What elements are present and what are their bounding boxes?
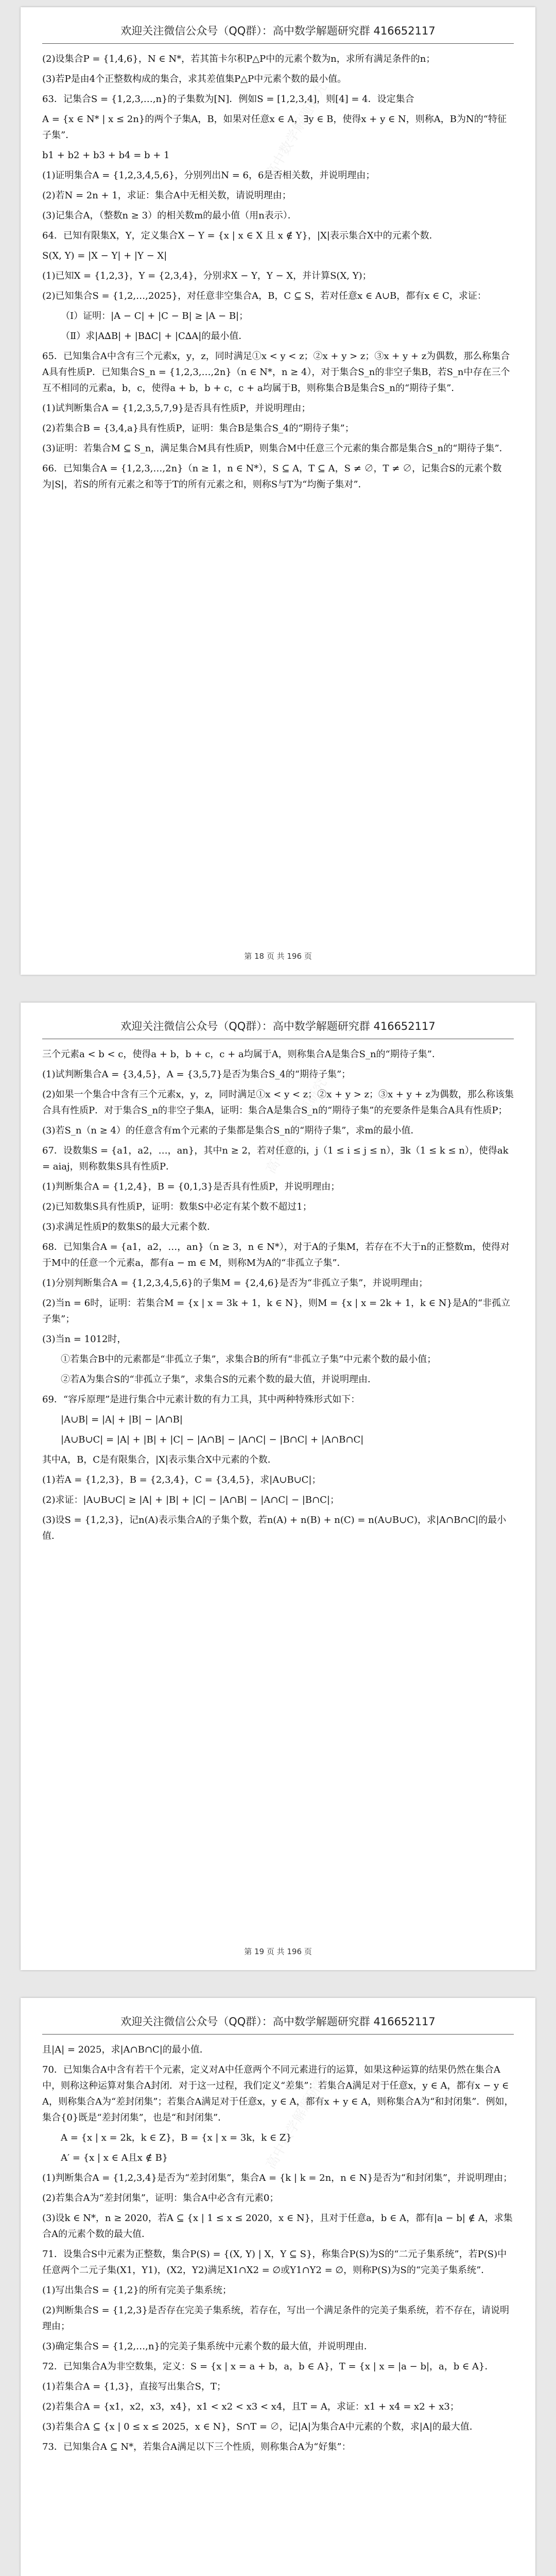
text-line: |A∪B| = |A| + |B| − |A∩B| <box>61 1414 183 1425</box>
text-line: 67．设数集S = {a1，a2，…，an}，其中n ≥ 2，若对任意的i，j（1 ≤ i ≤ j ≤ n），∃k（1 ≤ k ≤ n），使得ak = aiaj，则称数集S具有性质P． <box>42 1145 509 1172</box>
page-content <box>42 2042 514 2455</box>
text-line: (2)若集合A = {x1，x2，x3，x4}，x1 < x2 < x3 < x4，且T = A，求证：x1 + x4 = x2 + x3； <box>42 2401 459 2412</box>
text-line: （Ⅱ）求|A∆B| + |B∆C| + |C∆A|的最小值． <box>61 331 248 342</box>
text-line: (1)试判断集合A = {1,2,3,5,7,9}是否具有性质P，并说明理由； <box>42 403 311 414</box>
text-line: 73．已知集合A ⊆ N*，若集合A满足以下三个性质，则称集合A为“好集”： <box>42 2442 351 2452</box>
text-line: (3)设S = {1,2,3}，记n(A)表示集合A的子集个数，若n(A) + n(B) + n(C) = n(A∪B∪C)，求|A∩B∩C|的最小值． <box>42 1515 507 1541</box>
text-line: (3)确定集合S = {1,2,…,n}的完美子集系统中元素个数的最大值，并说明理由． <box>42 2341 373 2352</box>
text-line: (1)证明集合A = {1,2,3,4,5,6}，分别列出N = 6，6是否相关数，并说明理由； <box>42 170 375 181</box>
page-footer: 第 19 页 共 196 页 <box>244 1947 312 1956</box>
text-line: (1)分别判断集合A = {1,2,3,4,5,6}的子集M = {2,4,6}是否为“非孤立子集”，并说明理由； <box>42 1278 428 1289</box>
page-header: 欢迎关注微信公众号（QQ群）：高中数学解题研究群 416652117 <box>42 1018 514 1039</box>
text-line: (2)已知数集S具有性质P，证明：数集S中必定有某个数不超过1； <box>42 1201 312 1212</box>
text-line: (2)若集合A为“差封闭集”，证明：集合A中必含有元素0； <box>42 2193 279 2204</box>
page-footer: 第 18 页 共 196 页 <box>244 952 312 961</box>
text-line: (2)若集合B = {3,4,a}具有性质P，证明：集合B是集合S_4的“期待子集”； <box>42 423 354 434</box>
text-line: (2)设集合P = {1,4,6}，N ∈ N*，若其笛卡尔积P△P中的元素个数为n，求所有满足条件的n； <box>42 54 436 64</box>
text-line: 69．“容斥原理”是进行集合中元素计数的有力工具，其中两种特殊形式如下： <box>42 1394 360 1405</box>
text-line: 66．已知集合A = {1,2,3,…,2n}（n ≥ 1，n ∈ N*），S ⊆ A，T ⊆ A，S ≠ ∅，T ≠ ∅，记集合S的元素个数为|S|，若S的所有元素之和等于T的所有元素之和，则称S与T为“均衡子集对”． <box>42 463 502 490</box>
text-line: (3)若S_n（n ≥ 4）的任意含有m个元素的子集都是集合S_n的“期待子集”，求m的最小值． <box>42 1125 420 1136</box>
text-line: 72．已知集合A为非空数集，定义：S = {x | x = a + b，a，b ∈ A}，T = {x | x = |a − b|，a，b ∈ A}． <box>42 2361 494 2372</box>
text-line: ①若集合B中的元素都是“非孤立子集”，求集合B的所有“非孤立子集”中元素个数的最小值； <box>61 1354 437 1365</box>
text-line: 71．设集合S中元素为正整数，集合P(S) = {(X, Y) | X，Y ⊆ S}，称集合P(S)为S的“二元子集系统”，若P(S)中任意两个二元子集(X1，Y1)，(X2，Y2)满足X1∩X2 = ∅或Y1∩Y2 = ∅，则称P(S)为S的“完美子集系统”． <box>42 2249 507 2276</box>
text-line: A = {x ∈ N* | x ≤ 2n}的两个子集A，B，如果对任意x ∈ A，∃y ∈ B，使得x + y ∈ N，则称A，B为N的“特征子集”． <box>42 114 507 141</box>
text-line: (3)记集合A，（整数n ≥ 3）的相关数m的最小值（用n表示）． <box>42 210 297 221</box>
text-line: (3)若P是由4个正整数构成的集合，求其差值集P△P中元素个数的最小值。 <box>42 74 347 84</box>
text-line: 65．已知集合A中含有三个元素x，y，z，同时满足①x < y < z；②x + y > z；③x + y + z为偶数，那么称集合A具有性质P．已知集合S_n = {1,2,3,…,2n}（n ∈ N*，n ≥ 4），对于集合S_n的非空子集B，若S_n中存在三个互不相同的元素a，b，c，使得a + b，b + c，c + a均属于B，则称集合B是集合S_n的“期待子集”． <box>42 351 510 394</box>
document-page-20 <box>21 1998 535 2576</box>
text-line: (3)设k ∈ N*，n ≥ 2020，若A ⊆ {x | 1 ≤ x ≤ 2020，x ∈ N}，且对于任意a，b ∈ A，都有|a − b| ∉ A，求集合A的元素个数的最大值． <box>42 2213 513 2240</box>
text-line: (2)当n = 6时，证明：若集合M = {x | x = 3k + 1，k ∈ N}，则M = {x | x = 2k + 1，k ∈ N}是A的“非孤立子集”； <box>42 1298 511 1325</box>
text-line: (3)求满足性质P的数集S的最大元素个数． <box>42 1222 216 1232</box>
text-line: (2)求证：|A∪B∪C| ≥ |A| + |B| + |C| − |A∩B| − |A∩C| − |B∩C|； <box>42 1495 339 1505</box>
text-line: 68．已知集合A = {a1，a2，…，an}（n ≥ 3，n ∈ N*），对于A的子集M，若存在不大于n的正整数m，使得对于M中的任意一个元素a，都有a − m ∈ M，则称M为A的“非孤立子集”． <box>42 1242 510 1268</box>
text-line: (3)证明：若集合M ⊆ S_n，满足集合M具有性质P，则集合M中任意三个元素的集合都是集合S_n的“期待子集”． <box>42 443 509 454</box>
text-line: (1)已知X = {1,2,3}，Y = {2,3,4}，分别求X − Y，Y − X，并计算S(X, Y)； <box>42 270 372 281</box>
text-line: (1)若集合A = {1,3}，直接写出集合S，T； <box>42 2381 226 2392</box>
text-line: A = {x | x = 2k，k ∈ Z}，B = {x | x = 3k，k ∈ Z} <box>61 2132 292 2143</box>
watermark: 高中数学解题研究 <box>263 2071 331 2172</box>
page-content <box>42 51 514 493</box>
page-header: 欢迎关注微信公众号（QQ群）：高中数学解题研究群 416652117 <box>42 2013 514 2035</box>
text-line: (2)如果一个集合中含有三个元素x，y，z，同时满足①x < y < z；②x + y > z；③x + y + z为偶数，那么称该集合具有性质P．对于集合S_n的非空子集A，证明：集合A是集合S_n的“期待子集”的充要条件是集合A具有性质P； <box>42 1089 514 1116</box>
text-line: 其中A，B，C是有限集合，|X|表示集合X中元素的个数． <box>42 1454 277 1465</box>
document-page-19 <box>21 1003 535 1970</box>
page-content <box>42 1046 514 1544</box>
page-header: 欢迎关注微信公众号（QQ群）：高中数学解题研究群 416652117 <box>42 23 514 44</box>
text-line: (2)判断集合S = {1,2,3}是否存在完美子集系统，若存在，写出一个满足条件的完美子集系统，若不存在，请说明理由； <box>42 2305 510 2332</box>
text-line: 三个元素a < b < c，使得a + b，b + c，c + a均属于A，则称集合A是集合S_n的“期待子集”． <box>42 1049 441 1060</box>
text-line: （Ⅰ）证明：|A − C| + |C − B| ≥ |A − B|； <box>61 311 249 321</box>
text-line: 63．记集合S = {1,2,3,…,n}的子集数为[N]．例如S = [1,2,3,4]，则[4] = 4．设定集合 <box>42 94 414 105</box>
text-line: ②若A为集合S的“非孤立子集”，求集合S的元素个数的最大值，并说明理由． <box>61 1374 377 1385</box>
document-page-18 <box>21 7 535 975</box>
text-line: A′ = {x | x ∈ A且x ∉ B} <box>61 2153 168 2163</box>
text-line: 70．已知集合A中含有若干个元素，定义对A中任意两个不同元素进行的运算，如果这种运算的结果仍然在集合A中，则称这种运算对集合A封闭．对于这一过程，我们定义“差集”：若集合A满足对于任意x，y ∈ A，都有x − y ∈ A，则称集合A为“差封闭集”；若集合A满足对于任意x，y ∈ A，都有x + y ∈ A，则称集合A为“和封闭集”．例如，集合{0}既是“差封闭集”，也是“和封闭集”． <box>42 2064 514 2123</box>
text-line: (1)试判断集合A = {3,4,5}，A = {3,5,7}是否为集合S_4的“期待子集”； <box>42 1069 351 1080</box>
text-line: 64．已知有限集X，Y，定义集合X − Y = {x | x ∈ X 且 x ∉ Y}，|X|表示集合X中的元素个数． <box>42 230 439 241</box>
text-line: (1)判断集合A = {1,2,4}，B = {0,1,3}是否具有性质P，并说明理由； <box>42 1181 340 1192</box>
text-line: |A∪B∪C| = |A| + |B| + |C| − |A∩B| − |A∩C| − |B∩C| + |A∩B∩C| <box>61 1434 364 1445</box>
text-line: (3)若集合A ⊆ {x | 0 ≤ x ≤ 2025，x ∈ N}，S∩T = ∅，记|A|为集合A中元素的个数，求|A|的最大值． <box>42 2421 479 2432</box>
text-line: (3)当n = 1012时， <box>42 1334 127 1345</box>
text-line: (1)判断集合A = {1,2,3,4}是否为“差封闭集”，集合A = {k | k = 2n，n ∈ N}是否为“和封闭集”，并说明理由； <box>42 2173 513 2183</box>
text-line: 且|A| = 2025，求|A∩B∩C|的最小值． <box>42 2044 209 2055</box>
text-line: (2)若N = 2n + 1，求证：集合A中无相关数，请说明理由； <box>42 190 291 201</box>
text-line: (1)写出集合S = {1,2}的所有完美子集系统； <box>42 2285 232 2296</box>
text-line: (2)已知集合S = {1,2,…,2025}，对任意非空集合A，B，C ⊆ S，若对任意x ∈ A∪B，都有x ∈ C，求证： <box>42 291 486 301</box>
text-line: S(X, Y) = |X − Y| + |Y − X| <box>42 250 167 261</box>
watermark: 高中数学解题研究 <box>263 80 331 181</box>
watermark: 高中数学解题研究 <box>263 1076 331 1177</box>
text-line: b1 + b2 + b3 + b4 = b + 1 <box>42 150 170 161</box>
text-line: (1)若A = {1,2,3}，B = {2,3,4}，C = {3,4,5}，求|A∪B∪C|； <box>42 1475 321 1485</box>
